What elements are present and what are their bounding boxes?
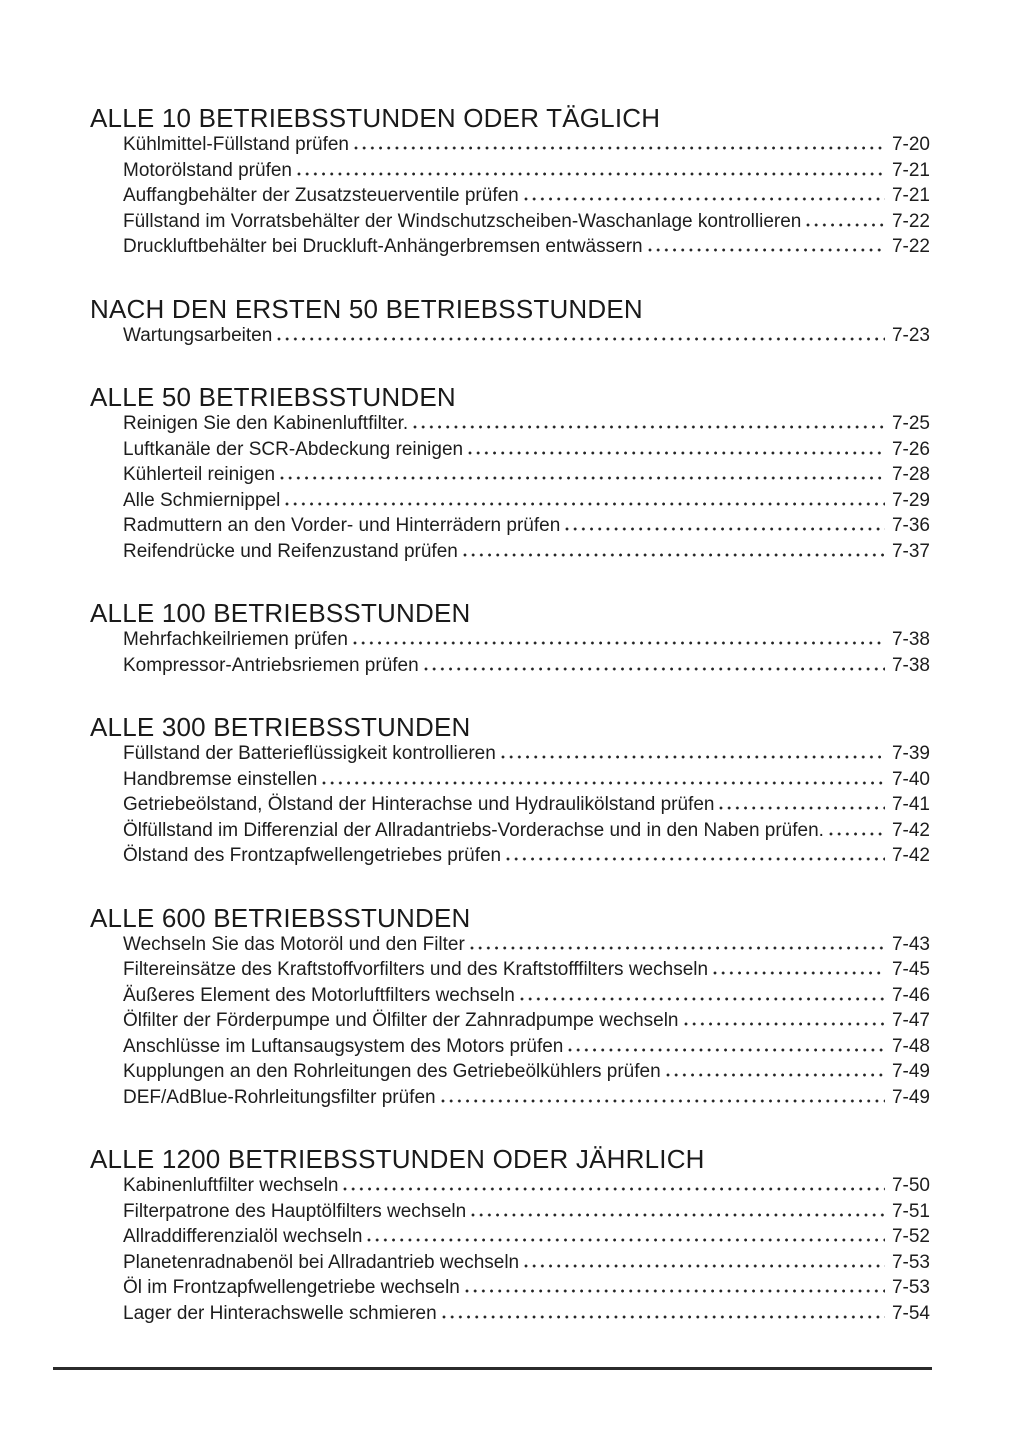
dot-leader — [806, 223, 885, 227]
dot-leader — [524, 1264, 885, 1268]
toc-entry — [123, 1034, 930, 1060]
toc-entry — [123, 411, 930, 437]
entry-title: Ölstand des Frontzapfwellengetriebes prüfen — [123, 845, 502, 866]
entry-page-number: 7-40 — [891, 768, 930, 790]
entry-page-number: 7-52 — [891, 1226, 930, 1247]
toc-entry — [123, 158, 930, 184]
entry-page-number: 7-49 — [891, 1061, 930, 1082]
dot-leader — [441, 1099, 885, 1103]
toc-section — [90, 713, 930, 869]
bottom-rule — [53, 1367, 932, 1370]
toc-entry — [123, 792, 930, 818]
toc-section — [90, 1145, 930, 1326]
entry-title: Filtereinsätze des Kraftstoffvorfilters und des Kraftstofffilters wechseln — [123, 959, 709, 980]
section-heading: ALLE 1200 BETRIEBSSTUNDEN ODER JÄHRLICH — [90, 1144, 705, 1174]
entry-title: Auffangbehälter der Zusatzsteuerventile prüfen — [123, 185, 519, 206]
entry-title: Planetenradnabenöl bei Allradantrieb wechseln — [123, 1251, 520, 1273]
entry-title: Ölfüllstand im Differenzial der Allradantriebs-Vorderachse und in den Naben prüfen. — [123, 819, 824, 841]
entry-page-number: 7-46 — [891, 984, 930, 1006]
entry-page-number: 7-48 — [891, 1035, 930, 1057]
dot-leader — [442, 1315, 885, 1319]
dot-leader — [568, 1048, 885, 1052]
entry-page-number: 7-53 — [891, 1251, 930, 1273]
entry-title: Reinigen Sie den Kabinenluftfilter. — [123, 413, 409, 434]
toc-entry — [123, 437, 930, 463]
dot-leader — [829, 832, 885, 836]
entry-title: Kühlmittel-Füllstand prüfen — [123, 134, 349, 155]
entry-title: Handbremse einstellen — [123, 768, 318, 790]
entry-page-number: 7-39 — [891, 743, 930, 764]
dot-leader — [501, 755, 885, 759]
dot-leader — [524, 197, 885, 201]
toc-section — [90, 104, 930, 260]
entry-title: Wechseln Sie das Motoröl und den Filter — [123, 933, 465, 955]
dot-leader — [322, 781, 885, 785]
section-heading: ALLE 100 BETRIEBSSTUNDEN — [90, 598, 471, 628]
toc-entry — [123, 983, 930, 1009]
entry-page-number: 7-28 — [891, 464, 930, 485]
entry-title: Ölfilter der Förderpumpe und Ölfilter der Zahnradpumpe wechseln — [123, 1010, 679, 1031]
entry-page-number: 7-22 — [891, 236, 930, 257]
entry-title: Reifendrücke und Reifenzustand prüfen — [123, 540, 458, 562]
section-heading: ALLE 50 BETRIEBSSTUNDEN — [90, 382, 456, 412]
toc-entry — [123, 1199, 930, 1225]
entry-title: Kompressor-Antriebsriemen prüfen — [123, 654, 419, 676]
entry-page-number: 7-23 — [891, 324, 930, 346]
entry-title: Kupplungen an den Rohrleitungen des Getriebeölkühlers prüfen — [123, 1061, 661, 1082]
toc-entry — [123, 932, 930, 958]
toc-section — [90, 904, 930, 1111]
toc-entry — [123, 513, 930, 539]
toc-entry — [123, 627, 930, 653]
dot-leader — [713, 971, 885, 975]
toc-entry — [123, 1301, 930, 1327]
dot-leader — [470, 946, 885, 950]
toc-section — [90, 383, 930, 564]
entry-page-number: 7-51 — [891, 1200, 930, 1222]
entry-title: Lager der Hinterachswelle schmieren — [123, 1302, 437, 1324]
section-entries — [90, 1173, 930, 1326]
entry-title: Allraddifferenzialöl wechseln — [123, 1226, 363, 1247]
section-heading: NACH DEN ERSTEN 50 BETRIEBSSTUNDEN — [90, 293, 643, 324]
entry-page-number: 7-54 — [891, 1302, 930, 1324]
section-entries — [90, 323, 930, 349]
entry-page-number: 7-43 — [891, 933, 930, 955]
toc-entry — [123, 653, 930, 679]
entry-title: Alle Schmiernippel — [123, 489, 281, 511]
entry-page-number: 7-20 — [891, 134, 930, 155]
entry-page-number: 7-22 — [891, 210, 930, 232]
entry-page-number: 7-49 — [891, 1086, 930, 1108]
dot-leader — [648, 248, 885, 252]
toc-entry — [123, 132, 930, 158]
entry-page-number: 7-37 — [891, 540, 930, 562]
entry-title: Füllstand im Vorratsbehälter der Windschutzscheiben-Waschanlage kontrollieren — [123, 210, 802, 232]
entry-page-number: 7-38 — [891, 654, 930, 676]
entry-page-number: 7-45 — [891, 959, 930, 980]
toc-entry — [123, 843, 930, 869]
dot-leader — [471, 1213, 885, 1217]
toc-entry — [123, 767, 930, 793]
entry-title: Filterpatrone des Hauptölfilters wechseln — [123, 1200, 467, 1222]
entry-page-number: 7-26 — [891, 438, 930, 460]
entry-page-number: 7-25 — [891, 413, 930, 434]
toc-entry — [123, 741, 930, 767]
dot-leader — [277, 337, 885, 341]
dot-leader — [367, 1238, 885, 1242]
toc-entry — [123, 1008, 930, 1034]
dot-leader — [343, 1187, 885, 1191]
toc-entry — [123, 209, 930, 235]
toc-entry — [123, 183, 930, 209]
dot-leader — [684, 1022, 885, 1026]
entry-page-number: 7-53 — [891, 1277, 930, 1298]
dot-leader — [297, 172, 885, 176]
entry-page-number: 7-36 — [891, 515, 930, 536]
dot-leader — [413, 425, 885, 429]
entry-page-number: 7-29 — [891, 489, 930, 511]
entry-page-number: 7-42 — [891, 819, 930, 841]
section-entries — [90, 627, 930, 678]
dot-leader — [666, 1073, 885, 1077]
section-heading: ALLE 10 BETRIEBSSTUNDEN ODER TÄGLICH — [90, 103, 661, 133]
dot-leader — [280, 476, 885, 480]
dot-leader — [719, 806, 885, 810]
dot-leader — [353, 641, 885, 645]
dot-leader — [463, 553, 885, 557]
entry-page-number: 7-50 — [891, 1175, 930, 1196]
dot-leader — [506, 857, 885, 861]
entry-title: Luftkanäle der SCR-Abdeckung reinigen — [123, 438, 464, 460]
dot-leader — [468, 451, 885, 455]
toc-entry — [123, 488, 930, 514]
entry-title: Anschlüsse im Luftansaugsystem des Motors prüfen — [123, 1035, 564, 1057]
entry-title: Äußeres Element des Motorluftfilters wechseln — [123, 984, 515, 1006]
entry-title: Kabinenluftfilter wechseln — [123, 1175, 339, 1196]
toc-entry — [123, 1275, 930, 1301]
toc-entry — [123, 1059, 930, 1085]
section-entries — [90, 741, 930, 869]
dot-leader — [424, 667, 885, 671]
entry-title: Wartungsarbeiten — [123, 324, 273, 346]
entry-title: Mehrfachkeilriemen prüfen — [123, 629, 348, 650]
entry-page-number: 7-21 — [891, 159, 930, 181]
toc-section — [90, 295, 930, 349]
dot-leader — [285, 502, 885, 506]
entry-page-number: 7-38 — [891, 629, 930, 650]
toc-entry — [123, 462, 930, 488]
section-entries — [90, 132, 930, 260]
dot-leader — [520, 997, 885, 1001]
toc-entry — [123, 234, 930, 260]
toc-entry — [123, 1173, 930, 1199]
toc-entry — [123, 818, 930, 844]
toc-entry — [123, 323, 930, 349]
section-entries — [90, 932, 930, 1111]
entry-page-number: 7-42 — [891, 845, 930, 866]
section-heading: ALLE 300 BETRIEBSSTUNDEN — [90, 712, 471, 742]
entry-title: Getriebeölstand, Ölstand der Hinterachse und Hydraulikölstand prüfen — [123, 794, 715, 815]
entry-title: Motorölstand prüfen — [123, 159, 292, 181]
toc-entry — [123, 1224, 930, 1250]
entry-title: Kühlerteil reinigen — [123, 464, 276, 485]
entry-title: DEF/AdBlue-Rohrleitungsfilter prüfen — [123, 1086, 436, 1108]
section-heading: ALLE 600 BETRIEBSSTUNDEN — [90, 902, 471, 933]
toc-entry — [123, 957, 930, 983]
entry-title: Öl im Frontzapfwellengetriebe wechseln — [123, 1277, 460, 1298]
toc-entry — [123, 539, 930, 565]
dot-leader — [465, 1289, 885, 1293]
entry-title: Radmuttern an den Vorder- und Hinterrädern prüfen — [123, 515, 561, 536]
dot-leader — [354, 146, 885, 150]
entry-page-number: 7-47 — [891, 1010, 930, 1031]
section-entries — [90, 411, 930, 564]
entry-title: Füllstand der Batterieflüssigkeit kontrollieren — [123, 743, 496, 764]
toc-entry — [123, 1250, 930, 1276]
dot-leader — [565, 527, 885, 531]
entry-page-number: 7-41 — [891, 794, 930, 815]
toc-section — [90, 599, 930, 678]
toc-entry — [123, 1085, 930, 1111]
entry-title: Druckluftbehälter bei Druckluft-Anhängerbremsen entwässern — [123, 236, 643, 257]
entry-page-number: 7-21 — [891, 185, 930, 206]
